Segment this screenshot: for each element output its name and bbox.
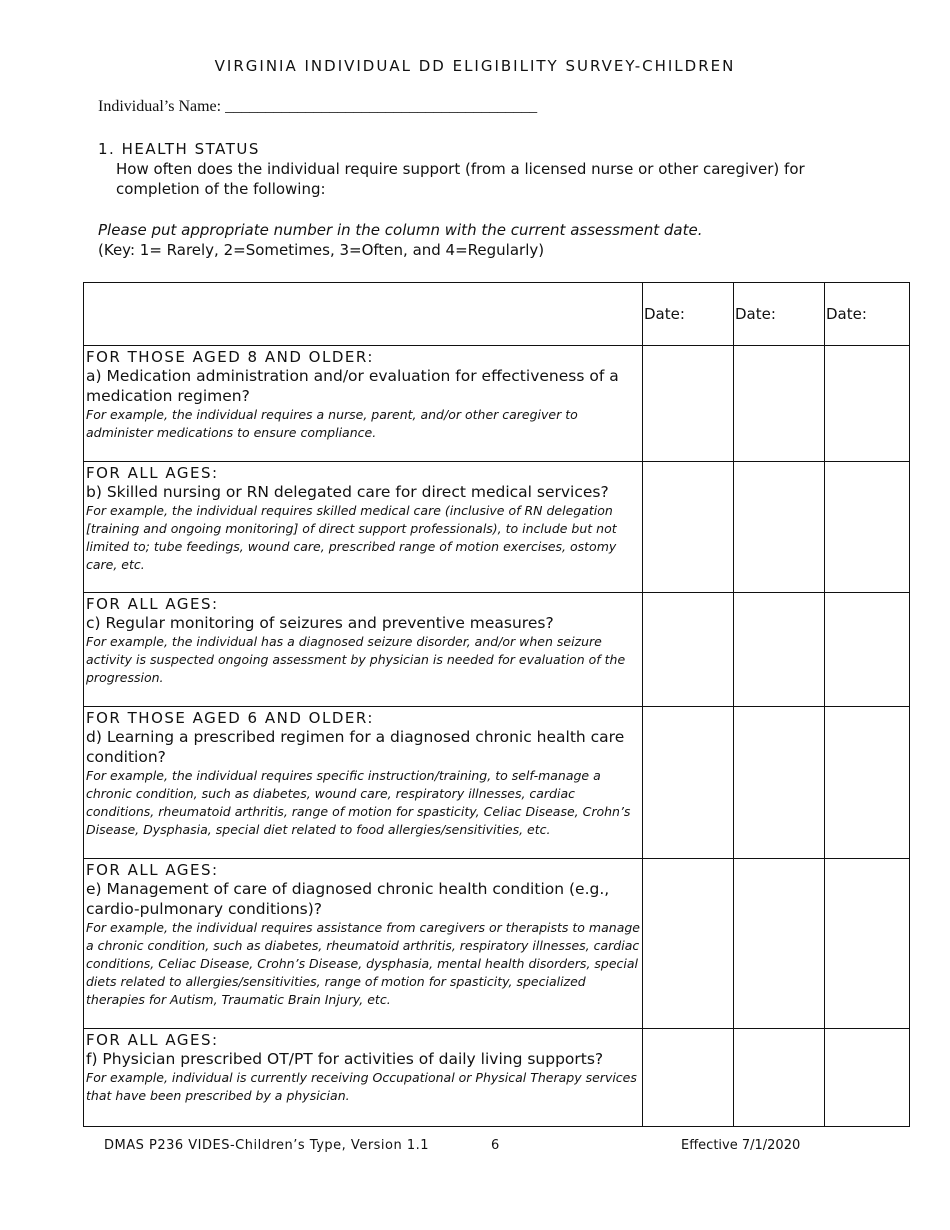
age-criteria: FOR THOSE AGED 6 AND OLDER: bbox=[86, 709, 374, 727]
rating-cell[interactable] bbox=[825, 707, 910, 859]
table-row bbox=[84, 346, 910, 462]
assessment-table bbox=[83, 282, 910, 1127]
item-question: d) Learning a prescribed regimen for a diagnosed chronic health care condition? bbox=[86, 728, 625, 766]
table-row bbox=[84, 707, 910, 859]
rating-cell[interactable] bbox=[825, 346, 910, 462]
table-row bbox=[84, 462, 910, 593]
item-example: For example, the individual requires skilled medical care (inclusive of RN delegation [training and ongoing monitoring] of direct support professionals), to include but not limited to; tube feedings, wound care, prescribed range of motion exercises, ostomy care, etc. bbox=[86, 503, 617, 572]
table-row bbox=[84, 1029, 910, 1127]
item-cell-e bbox=[84, 859, 643, 1029]
table-header-row bbox=[84, 283, 910, 346]
rating-cell[interactable] bbox=[643, 859, 734, 1029]
item-example: For example, the individual requires a nurse, parent, and/or other caregiver to administer medications to ensure compliance. bbox=[86, 407, 578, 440]
rating-cell[interactable] bbox=[734, 1029, 825, 1127]
age-criteria: FOR THOSE AGED 8 AND OLDER: bbox=[86, 348, 374, 366]
footer-form-id: DMAS P236 VIDES-Children’s Type, Version 1.1 bbox=[104, 1138, 430, 1153]
date-header-3: Date: bbox=[825, 283, 910, 346]
item-example: For example, individual is currently receiving Occupational or Physical Therapy services that have been prescribed by a physician. bbox=[86, 1070, 637, 1103]
rating-cell[interactable] bbox=[643, 462, 734, 593]
rating-key: (Key: 1= Rarely, 2=Sometimes, 3=Often, and 4=Regularly) bbox=[98, 241, 545, 259]
item-question: b) Skilled nursing or RN delegated care for direct medical services? bbox=[86, 483, 609, 501]
rating-cell[interactable] bbox=[734, 593, 825, 707]
rating-cell[interactable] bbox=[825, 462, 910, 593]
item-header-cell bbox=[84, 283, 643, 346]
item-question: e) Management of care of diagnosed chronic health condition (e.g., cardio-pulmonary conditions)? bbox=[86, 880, 610, 918]
item-question: c) Regular monitoring of seizures and preventive measures? bbox=[86, 614, 554, 632]
rating-cell[interactable] bbox=[734, 707, 825, 859]
item-cell-c bbox=[84, 593, 643, 707]
section-heading: 1. HEALTH STATUS bbox=[98, 140, 260, 158]
section-question: How often does the individual require support (from a licensed nurse or other caregiver) for completion of the following: bbox=[116, 160, 805, 198]
item-question: a) Medication administration and/or evaluation for effectiveness of a medication regimen? bbox=[86, 367, 619, 405]
rating-cell[interactable] bbox=[643, 1029, 734, 1127]
item-example: For example, the individual requires specific instruction/training, to self-manage a chronic condition, such as diabetes, wound care, respiratory illnesses, cardiac conditions, rheumatoid arthritis, range of motion for spasticity, Celiac Disease, Crohn’s Disease, Dysphasia, special diet related to food allergies/sensitivities, etc. bbox=[86, 768, 631, 837]
rating-cell[interactable] bbox=[734, 346, 825, 462]
item-cell-d bbox=[84, 707, 643, 859]
item-question: f) Physician prescribed OT/PT for activities of daily living supports? bbox=[86, 1050, 604, 1068]
item-cell-a bbox=[84, 346, 643, 462]
rating-cell[interactable] bbox=[825, 859, 910, 1029]
age-criteria: FOR ALL AGES: bbox=[86, 1031, 219, 1049]
document-title: VIRGINIA INDIVIDUAL DD ELIGIBILITY SURVEY-CHILDREN bbox=[214, 57, 736, 75]
age-criteria: FOR ALL AGES: bbox=[86, 595, 219, 613]
item-cell-b bbox=[84, 462, 643, 593]
age-criteria: FOR ALL AGES: bbox=[86, 861, 219, 879]
rating-cell[interactable] bbox=[643, 593, 734, 707]
item-example: For example, the individual requires assistance from caregivers or therapists to manage a chronic condition, such as diabetes, rheumatoid arthritis, respiratory illnesses, cardiac conditions, Celiac Disease, Crohn’s Disease, dysphasia, mental health disorders, special diets related to allergies/sensitivities, range of motion for spasticity, specialized therapies for Autism, Traumatic Brain Injury, etc. bbox=[86, 920, 640, 1007]
date-header-2: Date: bbox=[734, 283, 825, 346]
rating-cell[interactable] bbox=[643, 346, 734, 462]
age-criteria: FOR ALL AGES: bbox=[86, 464, 219, 482]
rating-cell[interactable] bbox=[734, 859, 825, 1029]
rating-cell[interactable] bbox=[825, 593, 910, 707]
table-row bbox=[84, 593, 910, 707]
rating-cell[interactable] bbox=[825, 1029, 910, 1127]
footer-effective-date: Effective 7/1/2020 bbox=[681, 1138, 801, 1153]
rating-cell[interactable] bbox=[734, 462, 825, 593]
footer-page-number: 6 bbox=[491, 1138, 500, 1153]
instruction-text: Please put appropriate number in the column with the current assessment date. bbox=[98, 221, 703, 239]
table-row bbox=[84, 859, 910, 1029]
item-cell-f bbox=[84, 1029, 643, 1127]
date-header-1: Date: bbox=[643, 283, 734, 346]
item-example: For example, the individual has a diagnosed seizure disorder, and/or when seizure activity is suspected ongoing assessment by physician is needed for evaluation of the progression. bbox=[86, 634, 626, 685]
rating-cell[interactable] bbox=[643, 707, 734, 859]
individual-name-line: Individual’s Name: _______________________________________ bbox=[98, 98, 538, 115]
